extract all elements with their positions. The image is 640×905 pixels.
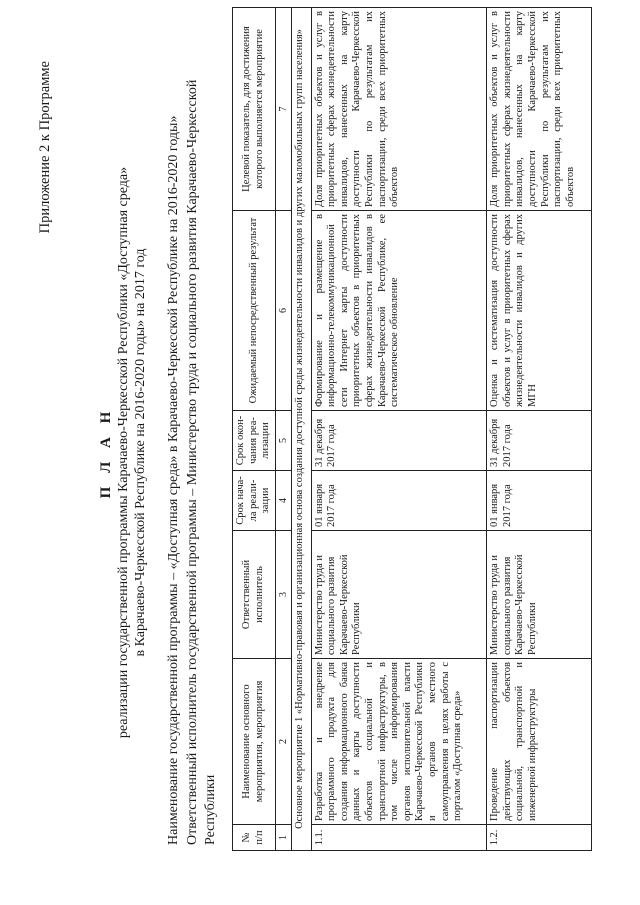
start-date: 01 января 2017 года	[311, 471, 487, 531]
responsible-executor: Министерство труда и социального развития Карачаево-Черкесской Республики	[311, 531, 487, 659]
column-header-start-date: Срок нача-ла реали-зации	[233, 471, 276, 531]
column-number: 6	[275, 211, 291, 411]
target-indicator: Доля приоритетных объектов и услуг в приоритетных сферах жизнедеятельности инвалидов, нанесенных на карту доступности Карачаево-Черкесской Республики по результатам их паспортизации, среди всех приоритетных объектов	[311, 8, 487, 211]
row-number: 1.1.	[311, 825, 487, 851]
responsible-executor-line: Ответственный исполнитель государственной программы – Министерство труда и социального развития Карачаево-Черкесской	[185, 79, 200, 845]
activity-name: Проведение паспортизации действующих объектов социальной, транспортной и инженерной инфраструктуры	[487, 659, 592, 825]
activity-name: Разработка и внедрение программного продукта для создания информационного банка данных и карты доступности объектов социальной и транспортной инфраструктуры, в том числе информирования органов исполнительной власти Карачаево-Черкесской Республики и органов местного самоуправления в целях работы с порталом «Доступная среда»	[311, 659, 487, 825]
column-header-number: № п/п	[233, 825, 276, 851]
end-date: 31 декабря 2017 года	[311, 411, 487, 471]
expected-result: Оценка и систематизация доступности объектов и услуг в приоритетных сферах жизнедеятельности инвалидов и других МГН	[487, 211, 592, 411]
document-subtitle-line2: в Карачаево-Черкесской Республике на 2016-2020 годы» на 2017 год	[133, 248, 148, 657]
table-row	[487, 8, 592, 851]
column-number: 5	[275, 411, 291, 471]
column-number: 2	[275, 659, 291, 825]
table-header-row	[233, 8, 276, 851]
column-header-target-indicator: Целевой показатель, для достижения которого выполняется мероприятие	[233, 8, 276, 211]
responsible-executor: Министерство труда и социального развития Карачаево-Черкесской Республики	[487, 531, 592, 659]
column-header-expected-result: Ожидаемый непосредственный результат	[233, 211, 276, 411]
responsible-executor-line-continued: Республики	[203, 774, 218, 845]
column-number: 3	[275, 531, 291, 659]
section-heading: Основное мероприятие 1 «Нормативно-правовая и организационная основа создания доступной среды жизнедеятельности инвалидов и других маломобильных групп населения»	[291, 8, 311, 851]
row-number: 1.2.	[487, 825, 592, 851]
column-header-activity-name: Наименование основного мероприятия, мероприятия	[233, 659, 276, 825]
document-title: П Л А Н	[98, 406, 114, 499]
expected-result: Формирование и размещение в информационно-телекоммуникационной сети Интернет карты доступности приоритетных объектов в приоритетных сферах жизнедеятельности инвалидов в Карачаево-Черкесской Республике, ее систематическое обновление	[311, 211, 487, 411]
target-indicator: Доля приоритетных объектов и услуг в приоритетных сферах жизнедеятельности инвалидов, нанесенных на карту доступности Карачаево-Черкесской Республики по результатам их паспортизации, среди всех приоритетных объектов	[487, 8, 592, 211]
column-number: 1	[275, 825, 291, 851]
table-row	[311, 8, 487, 851]
program-name-line: Наименование государственной программы – «Доступная среда» в Карачаево-Черкесской Республике на 2016-2020 годы»	[166, 115, 181, 845]
plan-table	[232, 7, 592, 851]
section-row	[291, 8, 311, 851]
column-number: 7	[275, 8, 291, 211]
start-date: 01 января 2017 года	[487, 471, 592, 531]
end-date: 31 декабря 2017 года	[487, 411, 592, 471]
column-header-end-date: Срок окон-чания реа-лизации	[233, 411, 276, 471]
column-number: 4	[275, 471, 291, 531]
document-subtitle-line1: реализации государственной программы Карачаево-Черкесской Республики «Доступная среда»	[116, 166, 131, 739]
appendix-label: Приложение 2 к Программе	[37, 61, 53, 234]
column-header-executor: Ответственный исполнитель	[233, 531, 276, 659]
column-number-row	[275, 8, 291, 851]
